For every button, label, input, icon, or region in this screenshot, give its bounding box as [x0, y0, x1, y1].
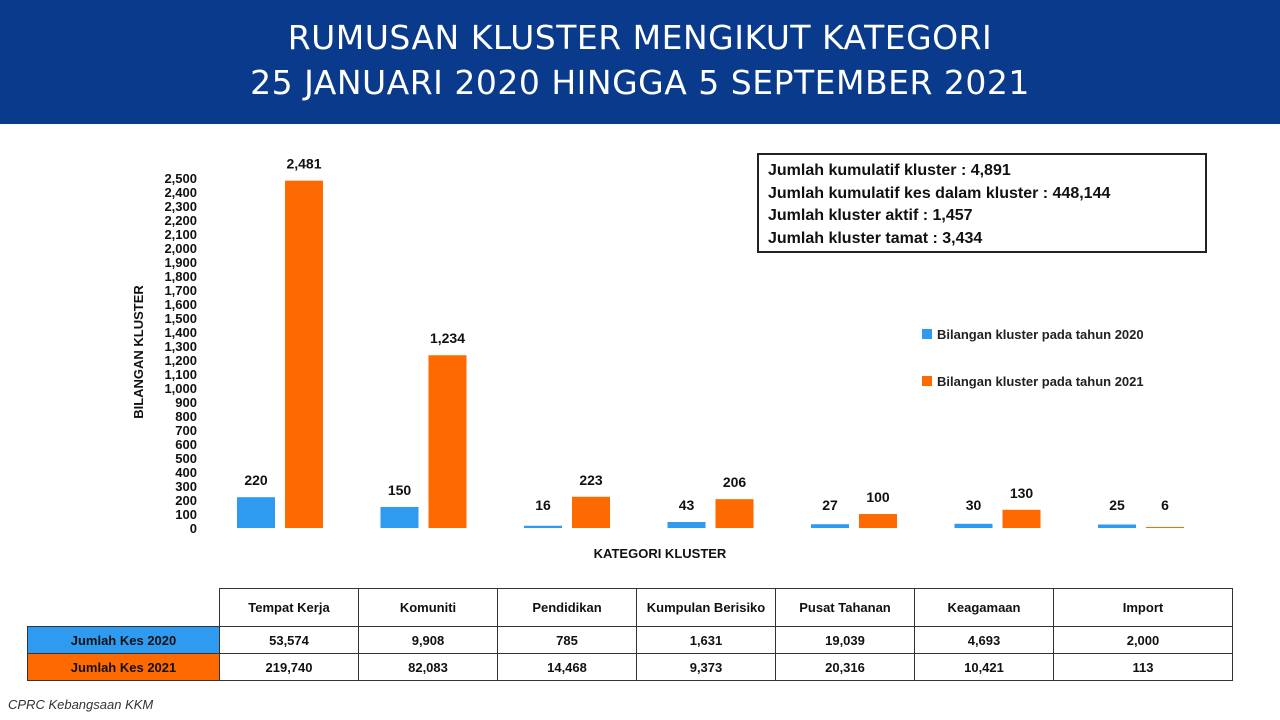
table-header-cell: Komuniti: [359, 589, 498, 627]
y-tick-label: 800: [175, 409, 197, 424]
table-header-cell: Import: [1054, 589, 1233, 627]
y-tick-label: 1,300: [164, 339, 197, 354]
y-tick-label: 400: [175, 465, 197, 480]
data-label: 130: [1009, 484, 1034, 501]
y-tick-label: 1,000: [164, 381, 197, 396]
data-label: 100: [866, 489, 890, 505]
y-tick-label: 200: [175, 493, 197, 508]
bar-2020: [1098, 525, 1136, 529]
data-label: 25: [1109, 497, 1125, 513]
table-header-cell: Pusat Tahanan: [776, 589, 915, 627]
y-tick-label: 900: [175, 395, 197, 410]
y-axis-ticks: [164, 171, 197, 536]
bar-2020: [668, 522, 706, 528]
y-tick-label: 2,300: [164, 199, 197, 214]
y-tick-label: 700: [175, 423, 197, 438]
y-tick-label: 2,000: [164, 241, 197, 256]
table-cell: 113: [1054, 654, 1233, 681]
data-label: 150: [387, 482, 412, 498]
y-tick-label: 500: [175, 451, 197, 466]
y-tick-label: 1,600: [164, 297, 197, 312]
data-label: 2,481: [286, 155, 322, 172]
page-title-line-2: 25 JANUARI 2020 HINGGA 5 SEPTEMBER 2021: [250, 63, 1030, 102]
table-header-cell: Kumpulan Berisiko: [637, 589, 776, 627]
data-label: 223: [579, 471, 603, 488]
data-label: 30: [965, 497, 982, 513]
bar-2020: [381, 507, 419, 528]
table-header-cell: Keagamaan: [915, 589, 1054, 627]
table-row-2021: [28, 654, 1233, 681]
data-label: 206: [722, 474, 747, 491]
y-tick-label: 0: [189, 521, 197, 536]
table-cell: 2,000: [1054, 627, 1233, 654]
y-tick-label: 1,400: [164, 325, 197, 340]
data-label: 220: [244, 472, 268, 489]
bar-2021: [1003, 510, 1041, 528]
cases-table: [27, 588, 1233, 681]
y-tick-label: 1,700: [164, 283, 197, 298]
y-tick-label: 300: [175, 479, 197, 494]
y-tick-label: 1,500: [164, 311, 197, 326]
table-cell: 19,039: [776, 627, 915, 654]
summary-active-clusters: Jumlah kluster aktif : 1,457: [768, 207, 973, 224]
bar-2021: [859, 514, 897, 528]
data-label: 6: [1161, 497, 1169, 513]
table-cell: 82,083: [359, 654, 498, 681]
table-cell: 10,421: [915, 654, 1054, 681]
table-cell: 4,693: [915, 627, 1054, 654]
header-banner: [0, 0, 1280, 124]
bar-2020: [237, 497, 275, 528]
bar-2021: [429, 355, 467, 528]
table-cell: 9,908: [359, 627, 498, 654]
bar-2021: [285, 181, 323, 528]
table-cell: 20,316: [776, 654, 915, 681]
y-tick-label: 2,100: [164, 227, 197, 242]
table-corner: [28, 589, 220, 627]
summary-total-cases: Jumlah kumulatif kes dalam kluster : 448,144: [768, 184, 1111, 202]
row-label-2020: Jumlah Kes 2020: [28, 627, 220, 654]
bar-2020: [524, 526, 562, 528]
legend-label-2020: Bilangan kluster pada tahun 2020: [937, 327, 1144, 342]
table-header-cell: Pendidikan: [498, 589, 637, 627]
table-row-2020: [28, 627, 1233, 654]
table-header-cell: Tempat Kerja: [220, 589, 359, 627]
legend: [922, 327, 1144, 389]
bar-2020: [811, 524, 849, 528]
bar-2020: [955, 524, 993, 528]
y-tick-label: 2,200: [164, 213, 197, 228]
table-cell: 219,740: [220, 654, 359, 681]
summary-box: [757, 153, 1207, 253]
legend-label-2021: Bilangan kluster pada tahun 2021: [937, 374, 1144, 389]
data-label: 16: [535, 497, 551, 513]
bar-2021: [572, 497, 610, 528]
y-tick-label: 1,200: [164, 353, 197, 368]
y-tick-label: 100: [175, 507, 197, 522]
legend-swatch-2021: [922, 376, 932, 386]
table-cell: 53,574: [220, 627, 359, 654]
y-tick-label: 2,500: [164, 171, 197, 186]
data-label: 43: [678, 496, 695, 513]
data-label: 1,234: [429, 330, 466, 347]
y-axis-title: BILANGAN KLUSTER: [131, 285, 146, 419]
legend-swatch-2020: [922, 329, 932, 339]
bar-2021: [716, 499, 754, 528]
y-tick-label: 1,100: [164, 367, 197, 382]
row-label-2021: Jumlah Kes 2021: [28, 654, 220, 681]
y-tick-label: 1,800: [164, 269, 197, 284]
table-cell: 1,631: [637, 627, 776, 654]
bar-2021: [1146, 527, 1184, 528]
table-header-row: [28, 589, 1233, 627]
y-tick-label: 600: [175, 437, 197, 452]
table-cell: 14,468: [498, 654, 637, 681]
table-cell: 9,373: [637, 654, 776, 681]
summary-ended-clusters: Jumlah kluster tamat : 3,434: [768, 229, 983, 247]
x-axis-title: KATEGORI KLUSTER: [593, 546, 727, 561]
source-footer: CPRC Kebangsaan KKM: [8, 697, 154, 712]
summary-total-clusters: Jumlah kumulatif kluster : 4,891: [768, 162, 1011, 179]
data-label: 27: [822, 497, 838, 513]
page-title-line-1: RUMUSAN KLUSTER MENGIKUT KATEGORI: [287, 18, 993, 57]
table-cell: 785: [498, 627, 637, 654]
y-tick-label: 1,900: [164, 255, 197, 270]
y-tick-label: 2,400: [164, 185, 197, 200]
